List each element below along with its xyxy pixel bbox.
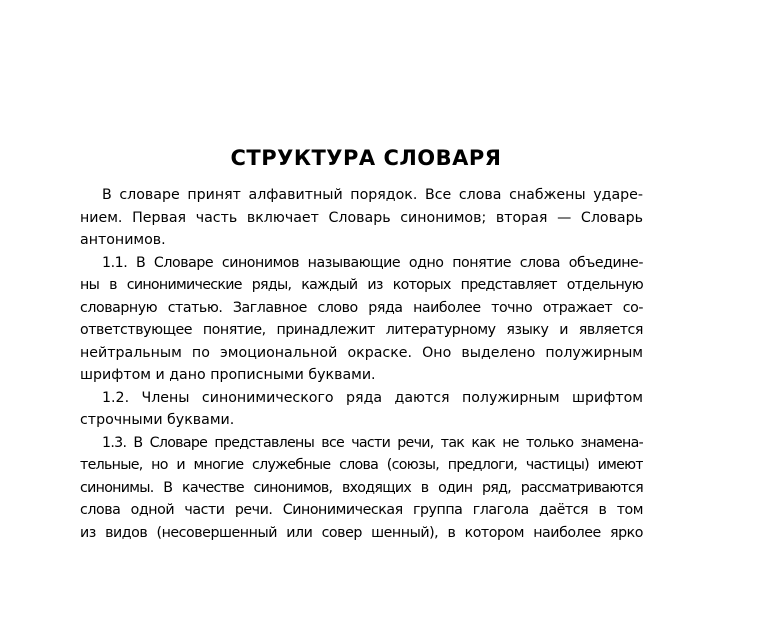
text-line: синонимы. В качестве синонимов, входящих в один ряд, рассматриваются (80, 479, 643, 496)
text-line: нием. Первая часть включает Словарь синонимов; вторая — Словарь (80, 209, 643, 226)
text-line: нейтральным по эмоциональной окраске. Оно выделено полужирным (80, 344, 643, 361)
text-line: словарную статью. Заглавное слово ряда наиболее точно отражает со- (80, 299, 643, 316)
text-line: слова одной части речи. Синонимическая группа глагола даётся в том (80, 502, 643, 518)
text-line: из видов (несовершенный или совер шенный), в котором наиболее ярко (80, 524, 643, 541)
body-text (80, 184, 643, 544)
text-line: шрифтом и дано прописными буквами. (80, 367, 376, 383)
text-line: 1.1. В Словаре синонимов называющие одно понятие слова объедине- (102, 254, 643, 271)
text-line: строчными буквами. (80, 412, 235, 428)
text-line: 1.2. Члены синонимического ряда даются полужирным шрифтом (102, 389, 643, 406)
text-line: 1.3. В Словаре представлены все части речи, так как не только знамена- (102, 434, 643, 451)
text-line: антонимов. (80, 232, 166, 248)
text-line: В словаре принят алфавитный порядок. Все слова снабжены ударе- (102, 187, 643, 203)
text-line: тельные, но и многие служебные слова (союзы, предлоги, частицы) имеют (80, 457, 643, 473)
page-title: СТРУКТУРА СЛОВАРЯ (230, 146, 502, 170)
text-line: ответствующее понятие, принадлежит литературному языку и является (80, 322, 643, 338)
text-line: ны в синонимические ряды, каждый из которых представляет отдельную (80, 277, 643, 293)
